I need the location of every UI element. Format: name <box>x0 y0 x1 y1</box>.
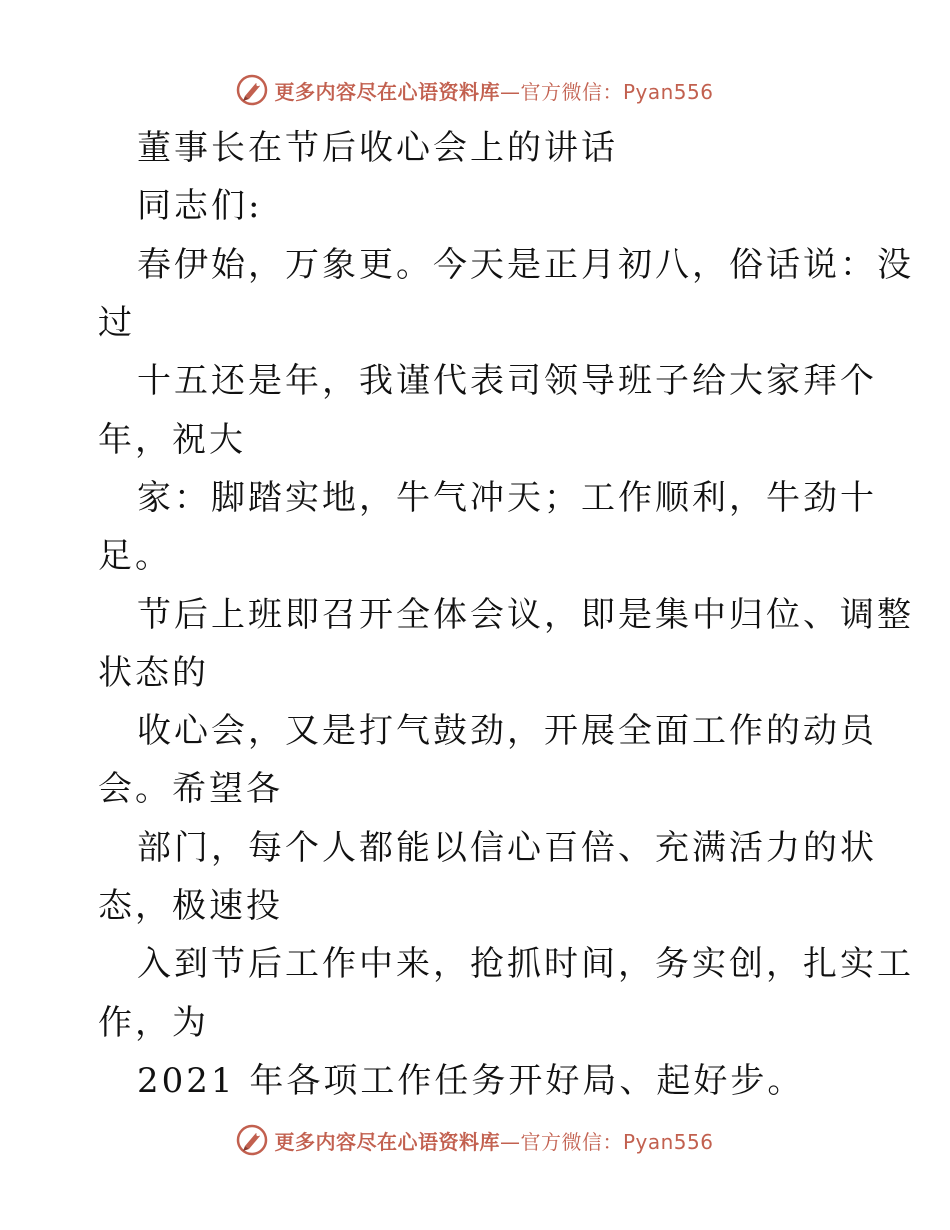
paragraph-line: 2021 年各项工作任务开好局、起好步。 <box>137 1061 805 1101</box>
paragraph-line: 入到节后工作中来，抢抓时间，务实创，扎实工 <box>137 944 914 984</box>
watermark-text-top <box>274 76 713 105</box>
paragraph-line: 节后上班即召开全体会议，即是集中归位、调整 <box>137 595 914 635</box>
paragraph-line: 作，为 <box>98 1003 209 1043</box>
watermark-banner-bottom <box>0 1120 950 1160</box>
watermark-separator: — <box>499 1129 521 1154</box>
paragraph-line: 家：脚踏实地，牛气冲天；工作顺利，牛劲十 <box>137 478 877 518</box>
paragraph-line: 过 <box>98 303 135 343</box>
paragraph-line: 收心会，又是打气鼓劲，开展全面工作的动员 <box>137 711 877 751</box>
paragraph-line: 会。希望各 <box>98 769 283 809</box>
paragraph-line: 部门，每个人都能以信心百倍、充满活力的状 <box>137 828 877 868</box>
paragraph-line: 年，祝大 <box>98 420 246 460</box>
paragraph-line: 状态的 <box>98 653 209 693</box>
watermark-site: 更多内容尽在心语资料库 <box>274 1129 500 1154</box>
watermark-site: 更多内容尽在心语资料库 <box>274 79 500 104</box>
paragraph-line: 春伊始，万象更。今天是正月初八，俗话说：没 <box>137 245 914 285</box>
document-title: 董事长在节后收心会上的讲话 <box>137 128 618 168</box>
watermark-wechat: 官方微信：Pyan556 <box>520 79 714 104</box>
watermark-separator: — <box>499 79 521 104</box>
paragraph-line: 态，极速投 <box>98 886 283 926</box>
paragraph-line: 足。 <box>98 536 172 576</box>
pen-logo-icon <box>236 1124 268 1156</box>
greeting: 同志们: <box>137 186 263 226</box>
paragraph-line: 十五还是年，我谨代表司领导班子给大家拜个 <box>137 361 877 401</box>
watermark-text-bottom <box>274 1126 713 1155</box>
watermark-banner-top <box>0 70 950 110</box>
pen-logo-icon <box>236 74 268 106</box>
watermark-wechat: 官方微信：Pyan556 <box>520 1129 714 1154</box>
